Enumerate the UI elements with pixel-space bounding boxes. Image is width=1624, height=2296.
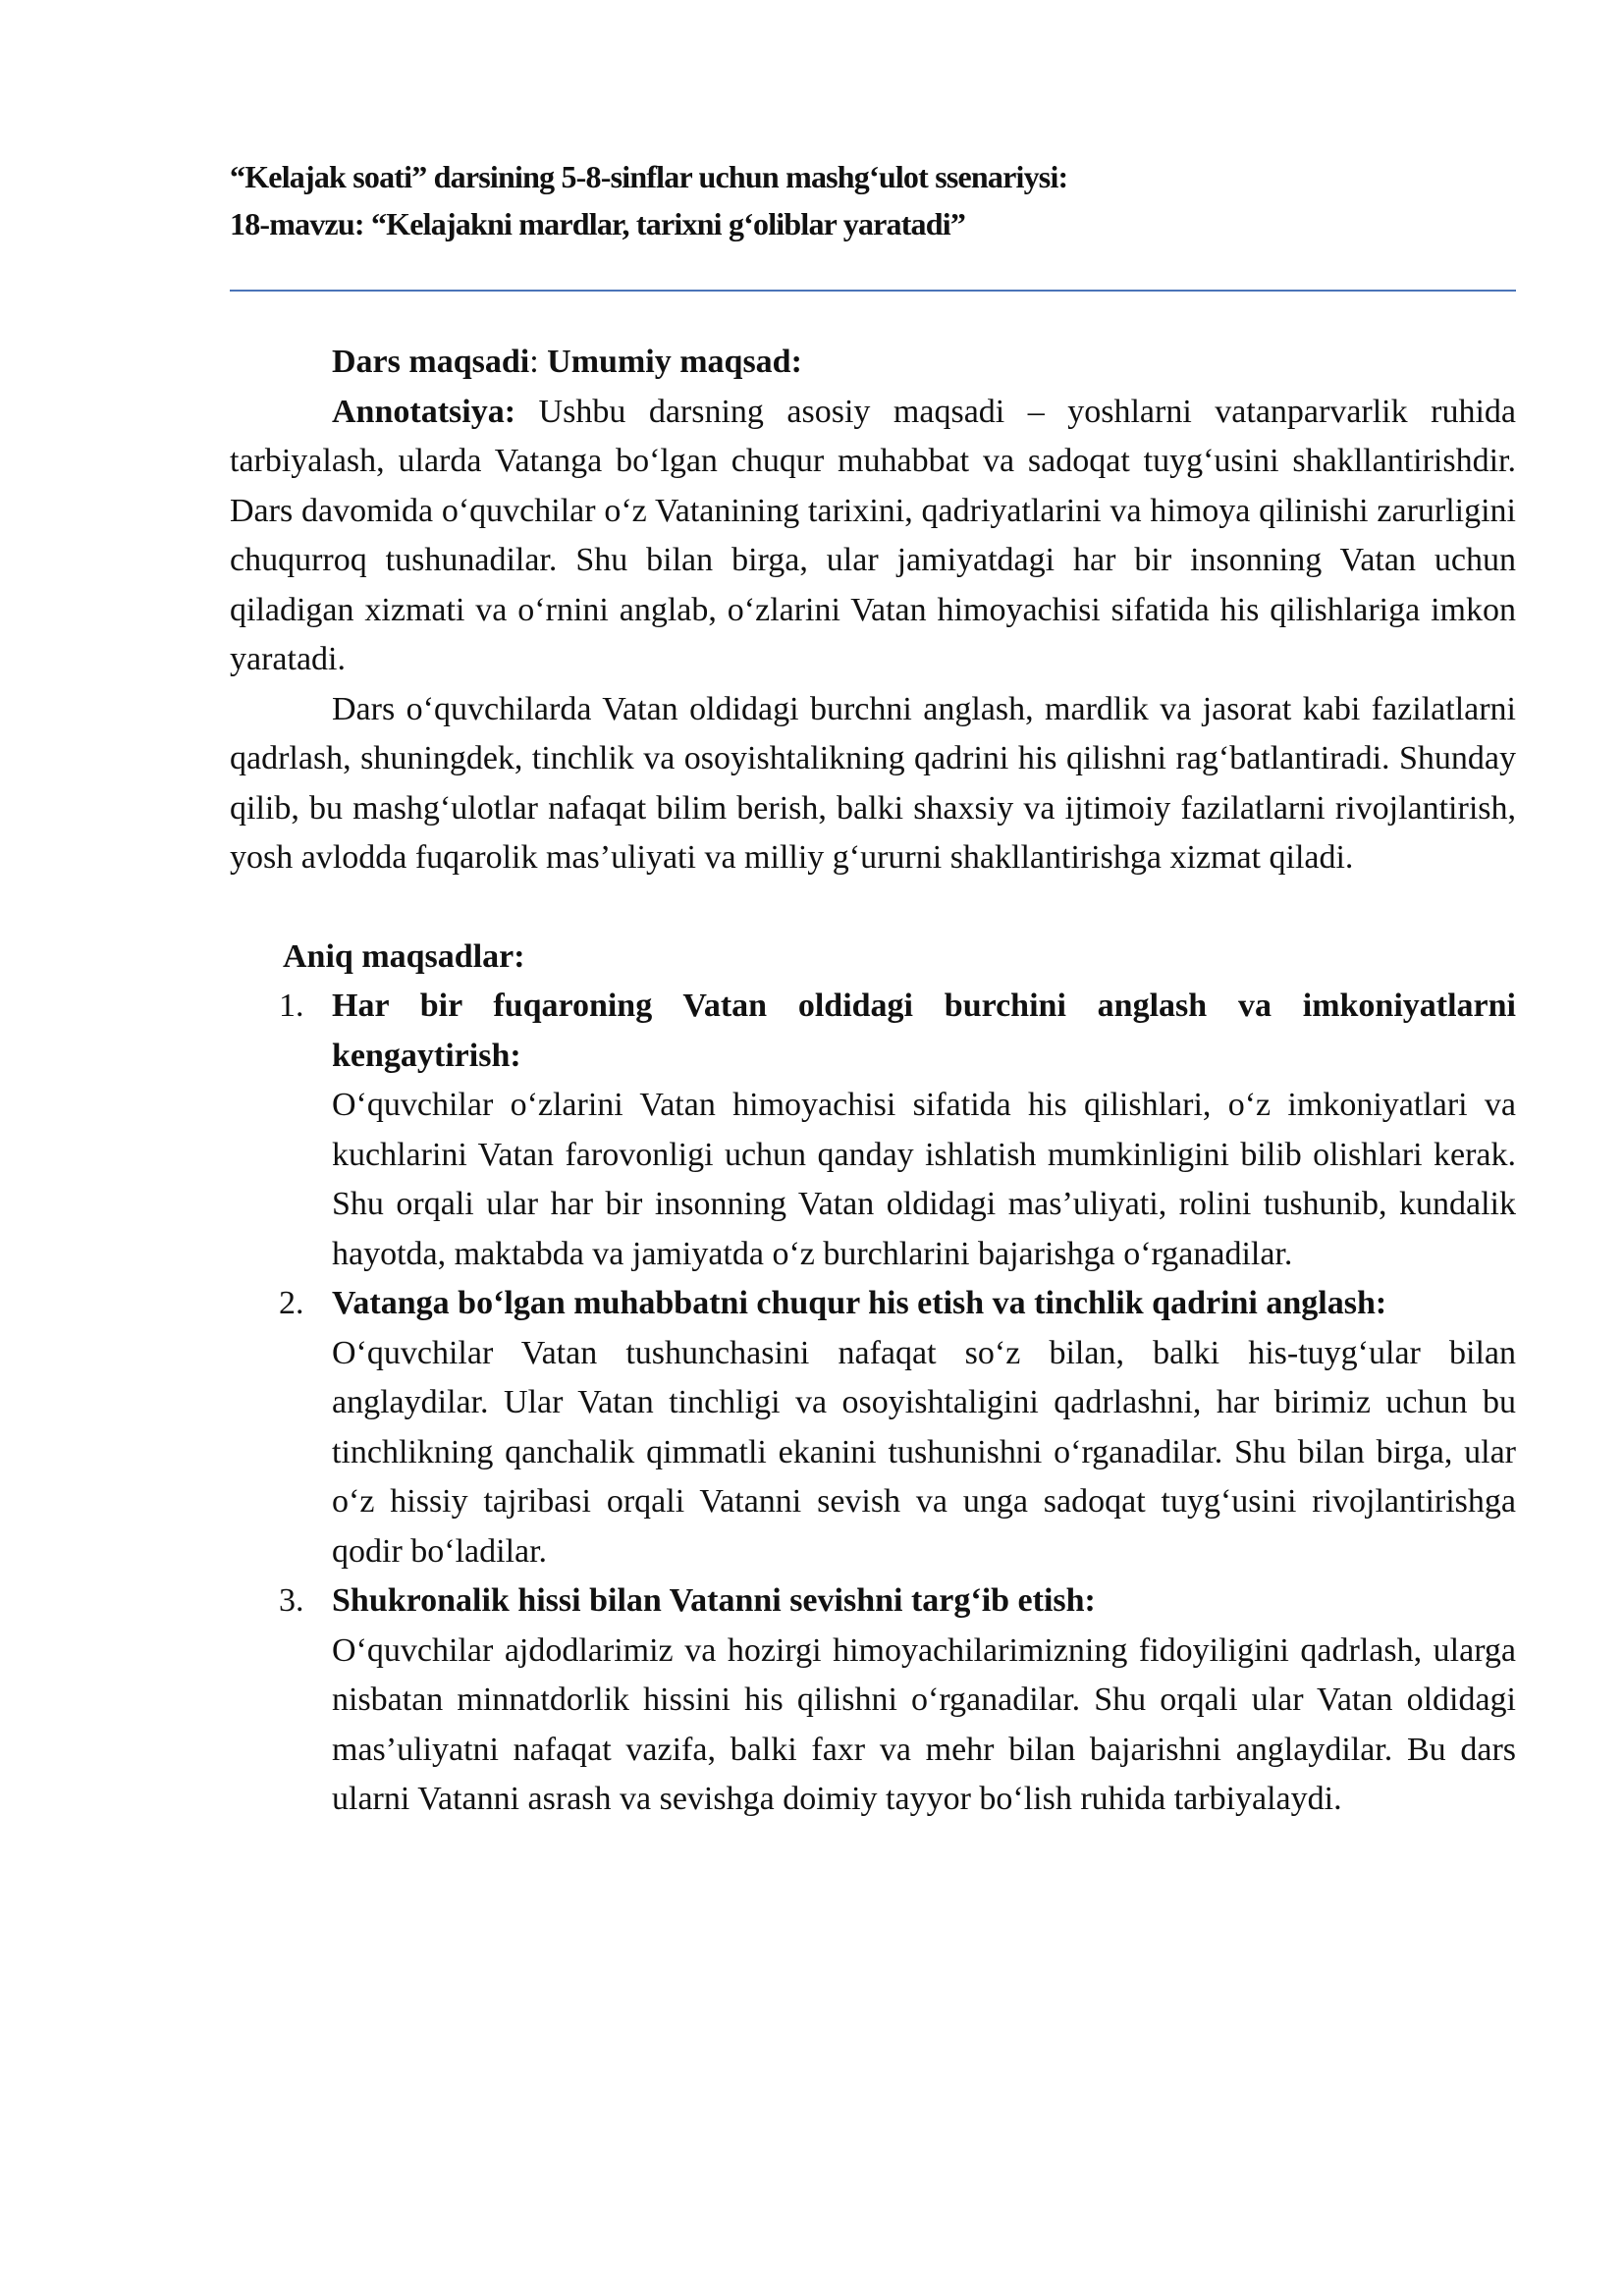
section-spacer [230,883,1516,933]
header-divider [230,290,1516,292]
specific-goals-heading: Aniq maqsadlar: [283,937,525,975]
goal-item-text: O‘quvchilar ajdodlarimiz va hozirgi himoyachilarimizning fidoyiligini qadrlash, ularga nisbatan minnatdorlik hissini his qilishni o‘rganadilar. Shu orqali ular Vatan oldidagi mas’uliyatni nafaqat vazifa, balki faxr va mehr bilan bajarishni anglaydilar. Bu dars ularni Vatanni asrash va sevishga doimiy tayyor bo‘lish ruhida tarbiyalaydi. [332,1631,1516,1817]
goal-item-title: Shukronalik hissi bilan Vatanni sevishni targ‘ib etish: [332,1582,1096,1619]
goal-item-number: 2. [279,1285,304,1321]
annotation-text: Ushbu darsning asosiy maqsadi – yoshlarni vatanparvarlik ruhida tarbiyalash, ularda Vatanga bo‘lgan chuqur muhabbat va sadoqat tuyg‘usini shakllantirishdir. Dars davomida o‘quvchilar o‘z Vatanining tarixini, qadriyatlarini va himoya qilinishi zarurligini chuqurroq tushunadilar. Shu bilan birga, ular jamiyatdagi har bir insonning Vatan uchun qiladigan xizmati va o‘rnini anglab, o‘zlarini Vatan himoyachisi sifatida his qilishlariga imkon yaratadi. [230,393,1516,677]
goal-colon: : [529,344,548,380]
goal-item-title: Vatanga bo‘lgan muhabbatni chuqur his etish va tinchlik qadrini anglash: [332,1285,1387,1321]
goal-item-number: 3. [279,1582,304,1619]
document-header [230,153,1516,247]
goal-item-text: O‘quvchilar o‘zlarini Vatan himoyachisi sifatida his qilishlari, o‘z imkoniyatlari va kuchlarini Vatan farovonligi uchun qanday ishlatish mumkinligini bilib olishlari kerak. Shu orqali ular har bir insonning Vatan oldidagi mas’uliyati, rolini tushunib, kundalik hayotda, maktabda va jamiyatda o‘z burchlarini bajarishga o‘rganadilar. [332,1087,1516,1272]
document-body [230,338,1516,1825]
lesson-goal [230,338,1516,388]
goal-item-title: Har bir fuqaroning Vatan oldidagi burchini anglash va imkoniyatlarni kengaytirish: [332,988,1516,1074]
goal-value: Umumiy maqsad: [547,344,802,380]
goal-item-1 [230,982,1516,1279]
header-topic: 18-mavzu: “Kelajakni mardlar, tarixni g‘oliblar yaratadi” [230,206,966,241]
lesson-paragraph: Dars o‘quvchilarda Vatan oldidagi burchni anglash, mardlik va jasorat kabi fazilatlarni qadrlash, shuningdek, tinchlik va osoyishtalikning qadrini his qilishni rag‘batlantiradi. Shunday qilib, bu mashg‘ulotlar nafaqat bilim berish, balki shaxsiy va ijtimoiy fazilatlarni rivojlantirish, yosh avlodda fuqarolik mas’uliyati va milliy g‘ururni shakllantirishga xizmat qiladi. [230,690,1516,876]
goal-item-text: O‘quvchilar Vatan tushunchasini nafaqat so‘z bilan, balki his-tuyg‘ular bilan anglaydilar. Ular Vatan tinchligi va osoyishtaligini qadrlashni, har birimiz uchun bu tinchlikning qanchalik qimmatli ekanini tushunishni o‘rganadilar. Shu bilan birga, ular o‘z hissiy tajribasi orqali Vatanni sevish va unga sadoqat tuyg‘usini rivojlantirishga qodir bo‘ladilar. [332,1334,1516,1570]
goal-item-3 [230,1576,1516,1825]
goal-label: Dars maqsadi [332,344,530,380]
goal-item-2 [230,1279,1516,1576]
header-title: “Kelajak soati” darsining 5-8-sinflar uchun mashg‘ulot ssenariysi: [230,159,1068,194]
specific-goals-list [230,982,1516,1825]
goal-item-number: 1. [279,988,304,1024]
annotation-label: Annotatsiya: [332,393,516,430]
annotation-paragraph [230,388,1516,685]
